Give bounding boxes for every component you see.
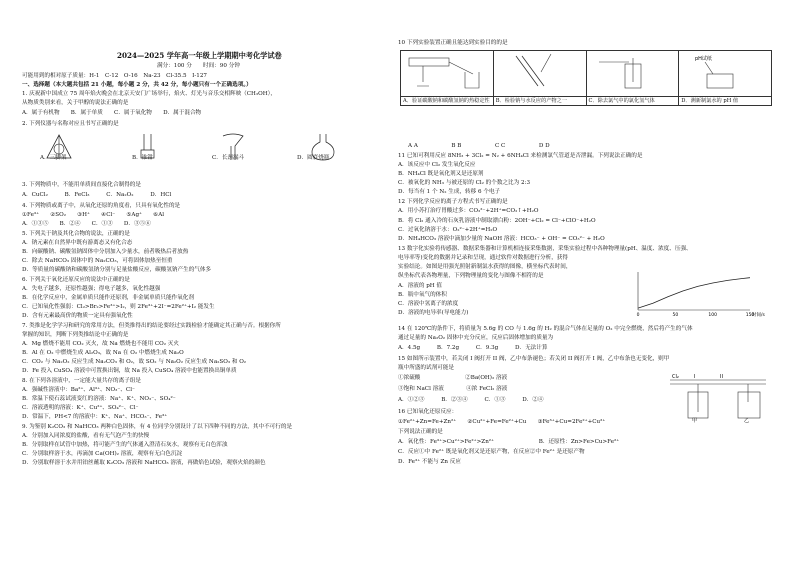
valve-i-label: I [694, 374, 696, 380]
apparatus-b-figure [496, 52, 580, 92]
q8-stem: 8. 在下列各溶液中，一定能大量共存的离子组是 [22, 378, 141, 384]
q11-option: B．NH₄Cl 既是氧化剂又是还原剂 [398, 171, 484, 177]
q8-option: C．溶液透明的溶液：K⁺、Cu²⁺、SO₄²⁻、Cl⁻ [22, 405, 139, 411]
q13-stem: 电导率等)变化的数据并记录和呈现，通过软件对数据进行分析，获得 [398, 255, 568, 261]
valve-ii-label: II [720, 374, 723, 380]
q10-figure-b [493, 51, 586, 97]
q10-answer-choices: A A B B C C D D [408, 143, 550, 149]
ph-paper-label: pH试纸 [695, 56, 713, 62]
q2-option-c: C．长颈漏斗 [212, 155, 245, 161]
q10-option-c: C．除去氯气中的氯化氢气体 [586, 96, 679, 106]
q15-options: A．①②③ B．②③④ C．①③ D．②④ [398, 397, 544, 403]
q16-option: C．反应①中 Fe²⁺ 既是氧化剂又是还原产物，在反应②中 Fe²⁺ 是还原产物 [398, 449, 585, 455]
x-tick-label: 0 [636, 313, 640, 318]
q16-option: D．Fe³⁺ 不能与 Zn 反应 [398, 459, 461, 465]
q1-options: A．属于有机物 B．属于单质 C．属于氧化物 D．属于混合物 [22, 110, 202, 116]
q6-option: A．失电子越多，还原性越强；得电子越多，氧化性越强 [22, 286, 161, 292]
q9-stem: 9. 为鉴别 K₂CO₃ 和 NaHCO₃ 两种白色固体，有 4 位同学分别设计了以下四种不同的方法，其中不可行的是 [22, 424, 293, 430]
q13-option: A．溶液的 pH 值 [398, 283, 443, 289]
right-column [398, 0, 776, 562]
q11-option: D．每当有 1 个 N₂ 生成，转移 6 个电子 [398, 189, 501, 195]
q11-option: A．该反应中 Cl₂ 发生氧化反应 [398, 162, 476, 168]
q7-option: A．Mg 燃烧不能用 CO₂ 灭火，故 Na 燃烧也不能用 CO₂ 灭火 [22, 341, 179, 347]
q1-line: 1. 庆祝新中国成立 75 周年焰火晚会在北京天安门广场举行，焰火、灯光与音乐交相辉映（CH₃OH）， [22, 91, 277, 97]
q12-stem: 12 下列化学反应的离子方程式书写正确的是 [398, 199, 508, 205]
q6-stem: 6. 下列关于氧化还原反应的说法中正确的是 [22, 277, 130, 283]
q16-reactions: ①Fe²⁺+Zn=Fe+Zn²⁺ ②Cu²⁺+Fe=Fe²⁺+Cu ③Fe³⁺+Cu=2Fe²⁺+Cu²⁺ [398, 419, 606, 425]
q13-option: B．瓶中氧气的体积 [398, 292, 447, 298]
q9-option: A．分别加入同浓度的盐酸，看有无气泡产生的快慢 [22, 433, 150, 439]
q7-stem: 7. 类推是化学学习和研究的常用方法，但类推得出的结论要经过实践检验才能确定其正确与否。根据你所 [22, 323, 281, 329]
q4-items: ①Fe³⁺ ②SO₂ ③H⁺ ④Cl⁻ ⑤Ag⁺ ⑥Al [22, 212, 165, 218]
q15-items: ①浓硫酸 ②Ba(OH)₂ 溶液 [398, 375, 508, 381]
series-line [638, 278, 750, 308]
q13-stem: 实验结论。如图是用强光照射新制氯水获得的图像，横坐标代表时间， [398, 264, 572, 270]
q10-stem: 10 下列实验装置正确且能达到实验目的的是 [398, 40, 508, 46]
q11-stem: 11 已知可利用反应 8NH₃ + 3Cl₂ = N₂ + 6NH₄Cl 来检测氯气管道是否泄漏。下列说法正确的是 [398, 153, 643, 159]
q9-option: D．分别取样溶于水并用铂丝蘸取 K₂CO₃ 溶液和 NaHCO₃ 溶液，再做焰色试验，观察火焰的颜色 [22, 460, 266, 466]
x-tick-label: 50 [672, 313, 679, 318]
bottle-jia-label: 甲 [692, 418, 698, 424]
q15-items: ③饱和 NaCl 溶液 ④浓 FeCl₂ 溶液 [398, 386, 508, 392]
exam-title: 2024—2025 学年高一年级上学期期中考化学试卷 [117, 51, 282, 60]
q14-options: A．4.5g B．7.2g C．9.3g D．无法计算 [398, 345, 548, 351]
q15-stem: 瓶中所盛的试剂可能是 [398, 365, 454, 371]
bottle-yi-label: 乙 [744, 418, 750, 424]
q6-option: D．含有元素最高价的物质一定具有强氧化性 [22, 313, 133, 319]
q13-stem: 纵坐标代表各物理量，下列物理量的变化与图像不相符的是 [398, 273, 544, 279]
q8-option: A．强碱性溶液中：Ba²⁺、Al³⁺、NO₃⁻、Cl⁻ [22, 387, 135, 393]
q14-stem: 通过足量的 Na₂O₂ 固体中充分反应，反应后固体增加的质量为 [398, 335, 554, 341]
q10-figure-c [586, 51, 679, 97]
q7-option: B．Al 在 O₂ 中燃烧生成 Al₂O₃，故 Na 在 O₂ 中燃烧生成 Na₂O [22, 350, 184, 356]
q2-option-a: A．三脚架 [40, 155, 67, 161]
q9-option: C．分别取样溶于水，再滴加 Ca(OH)₂ 溶液，观察有无白色沉淀 [22, 451, 183, 457]
q12-option: C．过氧化钠溶于水：O₂²⁻+2H⁺=H₂O [398, 227, 498, 233]
q7-option: C．CO₂ 与 Na₂O₂ 反应生成 Na₂CO₃ 和 O₂，故 SO₂ 与 Na₂O₂ 反应生成 Na₂SO₃ 和 O₂ [22, 359, 247, 365]
q10-figure-a [401, 51, 494, 97]
x-axis-label: 时间/s [752, 313, 765, 318]
q1-line: 从物质类别来看，关于甲醇的说法正确的是 [22, 100, 129, 106]
q6-option: B．在化学反应中，金属单质只能作还原剂，非金属单质只能作氧化剂 [22, 295, 194, 301]
q13-chart [628, 268, 768, 324]
q10-table [400, 50, 772, 106]
q13-stem: 13 数字化实验将传感器、数据采集器和计算机相连接采集数据，采集实验过程中各种物理量(pH、温度、浓度、压强、 [398, 246, 692, 252]
q12-option: D．NH₄HCO₃ 溶液中滴加少量的 NaOH 溶液：HCO₃⁻ + OH⁻ = CO₃²⁻ + H₂O [398, 236, 605, 242]
q11-option: C．被氧化的 NH₃ 与被还原的 Cl₂ 的个数之比为 2:3 [398, 180, 530, 186]
q9-option: B．分别取样在试管中加热，将可能产生的气体通入澄清石灰水，观察有无白色浑浊 [22, 442, 228, 448]
left-column [22, 0, 388, 562]
section-heading: 一、选择题（本大题共包括 21 小题，每小题 2 分，共 42 分，每小题只有一个正确选项。） [22, 82, 252, 88]
q5-option: C．除去 NaHCO₃ 固体中的 Na₂CO₃，可将固体加热至恒重 [22, 258, 173, 264]
q12-option: B．将 Cl₂ 通入冷的石灰乳溶液中制取漂白粉：2OH⁻+Cl₂ = Cl⁻+ClO⁻+H₂O [398, 218, 596, 224]
q4-stem: 4. 下列物质或离子中，从氧化还原的角度看，只具有氧化性的是 [22, 203, 181, 209]
q10-figure-d [679, 51, 772, 97]
q3-stem: 3. 下列物质中，不能用单质间直接化合制得的是 [22, 182, 141, 188]
apparatus-c-figure [589, 52, 673, 92]
q5-option: B．向碳酸钠、碳酸氢钠固体中分别加入少量水，前者吸热后者放热 [22, 249, 189, 255]
q2-option-b: B．锥钳 [132, 155, 153, 161]
q8-option: D．常温下，PH<7 的溶液中：K⁺、Na⁺、HCO₃⁻、Fe³⁺ [22, 414, 168, 420]
q10-option-b: B．检验钠与水反应的产物之一 [493, 96, 586, 106]
q7-option: D．Fe 投入 CuSO₄ 溶液中可置换出铜，故 Na 投入 CuSO₄ 溶液中也能置换出铜单质 [22, 368, 237, 374]
q4-options: A．①③⑤ B．②④ C．①③ D．③⑤⑥ [22, 221, 151, 227]
q16-stem: 下列说法正确的是 [398, 429, 443, 435]
q2-stem: 2. 下列仪器与名称对应且书写正确的是 [22, 121, 119, 127]
q13-option: D．溶液的电导率(导电能力) [398, 310, 469, 316]
q6-option: C．已知氧化性强弱：Cl₂>Br₂>Fe³⁺>I₂，则 2Fe³⁺+2I⁻=2Fe²⁺+I₂ 能发生 [22, 304, 215, 310]
atomic-masses: 可能用到的相对原子质量：H-1 C-12 O-16 Na-23 Cl-35.5 I-127 [22, 73, 207, 79]
q16-option: A．氧化性：Fe³⁺>Cu²⁺>Fe²⁺>Zn²⁺ B．还原性：Zn>Fe>Cu>Fe²⁺ [398, 439, 620, 445]
exam-meta: 满分：100 分 时间：90 分钟 [157, 63, 240, 69]
q10-option-d: D．测新制氯水的 pH 值 [679, 96, 772, 106]
q5-stem: 5. 下列关于钠及其化合物的说法，正确的是 [22, 231, 130, 237]
q15-apparatus-figure [668, 372, 772, 422]
q7-stem: 掌握的知识，判断下列类推结论中正确的是 [22, 332, 129, 338]
q16-stem: 16 已知氧化还原反应： [398, 409, 458, 415]
q8-option: B．常温下使石蕊试液变红的溶液：Na⁺、K⁺、NO₃⁻、SO₄²⁻ [22, 396, 176, 402]
q14-stem: 14 在 120℃的条件下，将质量为 5.6g 的 CO 与 1.6g 的 H₂ 的混合气体在足量的 O₂ 中完全燃烧，然后将产生的气体 [398, 326, 693, 332]
apparatus-d-figure [681, 52, 765, 92]
x-tick-label: 150 [745, 313, 755, 318]
q3-options: A．CuCl₂ B．FeCl₃ C．Na₂O₂ D．HCl [22, 192, 172, 198]
q10-option-a: A．验证碳酸钠和碳酸氢钠的热稳定性 [401, 96, 494, 106]
cl2-label: Cl₂ [672, 374, 679, 380]
q2-option-d: D．圆底烧瓶 [297, 155, 330, 161]
x-tick-label: 100 [708, 313, 717, 318]
q5-option: A．钠元素在自然界中既有游离态又有化合态 [22, 240, 133, 246]
q13-option: C．溶液中氢离子的浓度 [398, 301, 459, 307]
q15-stem: 15 如图所示装置中，若关闭 I 阀打开 II 阀，乙中布条褪色；若关闭 II 阀打开 I 阀，乙中布条也无变化，则甲 [398, 356, 670, 362]
q5-option: D．等质量的碳酸钠和碳酸氢钠分别与足量盐酸反应，碳酸氢钠产生的气体多 [22, 267, 212, 273]
q12-option: A．用小苏打治疗胃酸过多：CO₃²⁻+2H⁺=CO₂↑+H₂O [398, 208, 539, 214]
apparatus-a-figure [403, 52, 487, 92]
